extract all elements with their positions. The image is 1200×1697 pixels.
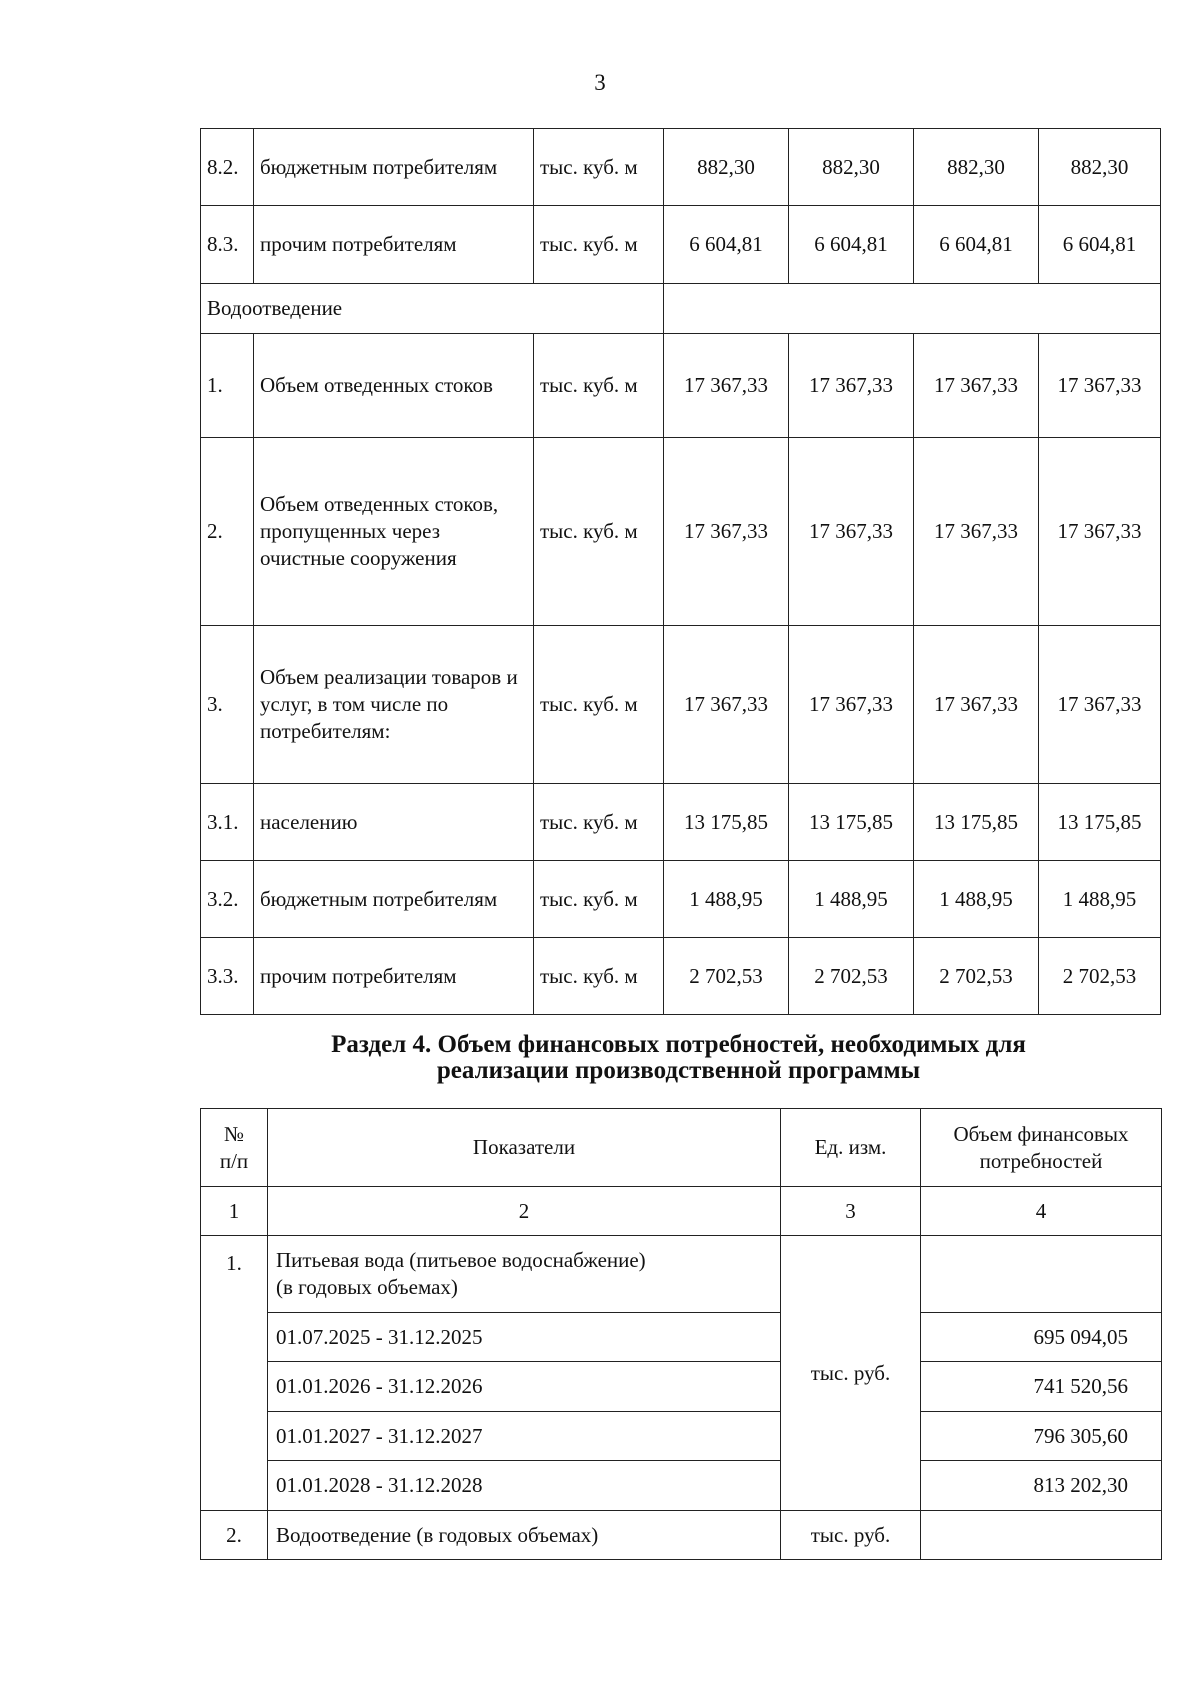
row-name-line2: (в годовых объемах) <box>276 1275 458 1299</box>
row-value: 17 367,33 <box>1039 334 1161 438</box>
row-name-line1: Питьевая вода (питьевое водоснабжение) <box>276 1248 646 1272</box>
row-value: 13 175,85 <box>914 784 1039 861</box>
section-4-title-line2: реализации производственной программы <box>436 1057 921 1084</box>
row-number: 2. <box>201 1511 268 1560</box>
row-value: 17 367,33 <box>789 626 914 784</box>
table-row <box>201 438 1161 626</box>
row-value: 17 367,33 <box>914 334 1039 438</box>
column-number: 4 <box>921 1187 1162 1236</box>
row-value: 17 367,33 <box>914 438 1039 626</box>
row-unit: тыс. куб. м <box>534 206 664 284</box>
row-number: 3.2. <box>201 861 254 938</box>
row-value: 882,30 <box>664 129 789 206</box>
header-number-line2: п/п <box>219 1148 249 1173</box>
period-label: 01.01.2026 - 31.12.2026 <box>268 1362 781 1412</box>
column-number-row <box>201 1187 1162 1236</box>
row-value: 1 488,95 <box>664 861 789 938</box>
row-value <box>921 1511 1162 1560</box>
row-number: 1. <box>201 334 254 438</box>
table-row <box>201 784 1161 861</box>
row-value: 17 367,33 <box>789 438 914 626</box>
row-name: прочим потребителям <box>254 938 534 1015</box>
row-unit: тыс. куб. м <box>534 861 664 938</box>
row-value: 2 702,53 <box>1039 938 1161 1015</box>
period-row <box>201 1313 1162 1362</box>
row-unit: тыс. руб. <box>781 1236 921 1511</box>
row-value: 17 367,33 <box>914 626 1039 784</box>
production-volume-table <box>200 128 1161 1015</box>
row-unit: тыс. куб. м <box>534 438 664 626</box>
row-unit: тыс. куб. м <box>534 784 664 861</box>
header-row <box>201 1109 1162 1187</box>
row-number: 3.3. <box>201 938 254 1015</box>
period-label: 01.01.2027 - 31.12.2027 <box>268 1412 781 1461</box>
period-label: 01.07.2025 - 31.12.2025 <box>268 1313 781 1362</box>
section-row <box>201 284 1161 334</box>
row-number: 3.1. <box>201 784 254 861</box>
section-4-title-line1: Раздел 4. Объем финансовых потребностей, необходимых для <box>331 1031 1026 1058</box>
period-value: 796 305,60 <box>921 1412 1162 1461</box>
row-name: бюджетным потребителям <box>254 861 534 938</box>
header-number-line1: № <box>223 1121 245 1146</box>
table-row <box>201 206 1161 284</box>
row-value: 1 488,95 <box>789 861 914 938</box>
section-4-title <box>0 1032 1200 1084</box>
row-value: 17 367,33 <box>1039 626 1161 784</box>
row-number: 8.3. <box>201 206 254 284</box>
table-row <box>201 626 1161 784</box>
row-value: 882,30 <box>914 129 1039 206</box>
row-value: 13 175,85 <box>789 784 914 861</box>
financial-needs-table <box>200 1108 1162 1560</box>
header-indicator: Показатели <box>268 1109 781 1187</box>
row-value: 17 367,33 <box>664 438 789 626</box>
row-unit: тыс. куб. м <box>534 129 664 206</box>
row-name: прочим потребителям <box>254 206 534 284</box>
period-value: 741 520,56 <box>921 1362 1162 1412</box>
row-unit: тыс. куб. м <box>534 626 664 784</box>
row-value: 17 367,33 <box>1039 438 1161 626</box>
period-row <box>201 1461 1162 1511</box>
table-row <box>201 938 1161 1015</box>
period-value: 813 202,30 <box>921 1461 1162 1511</box>
row-value: 17 367,33 <box>664 334 789 438</box>
table-row <box>201 129 1161 206</box>
page-number: 3 <box>594 70 606 95</box>
header-volume <box>921 1109 1162 1187</box>
table-row <box>201 1236 1162 1313</box>
row-value: 6 604,81 <box>1039 206 1161 284</box>
row-number: 1. <box>201 1236 268 1511</box>
row-name: населению <box>254 784 534 861</box>
period-label: 01.01.2028 - 31.12.2028 <box>268 1461 781 1511</box>
row-number: 8.2. <box>201 129 254 206</box>
header-unit: Ед. изм. <box>781 1109 921 1187</box>
row-name: Объем реализации товаров и услуг, в том числе по потребителям: <box>254 626 534 784</box>
row-value: 2 702,53 <box>664 938 789 1015</box>
row-unit: тыс. руб. <box>781 1511 921 1560</box>
column-number: 3 <box>781 1187 921 1236</box>
section-label-wastewater: Водоотведение <box>201 284 664 334</box>
period-value: 695 094,05 <box>921 1313 1162 1362</box>
row-value: 2 702,53 <box>789 938 914 1015</box>
row-name: бюджетным потребителям <box>254 129 534 206</box>
row-value: 882,30 <box>789 129 914 206</box>
table-row <box>201 1511 1162 1560</box>
row-value: 882,30 <box>1039 129 1161 206</box>
row-value: 17 367,33 <box>789 334 914 438</box>
row-value: 1 488,95 <box>914 861 1039 938</box>
header-volume-line1: Объем финансовых <box>953 1121 1129 1146</box>
table-row <box>201 861 1161 938</box>
header-volume-line2: потребностей <box>979 1148 1103 1173</box>
row-value: 13 175,85 <box>664 784 789 861</box>
row-value: 6 604,81 <box>789 206 914 284</box>
row-name: Объем отведенных стоков, пропущенных через очистные сооружения <box>254 438 534 626</box>
row-name <box>268 1236 781 1313</box>
row-value: 6 604,81 <box>914 206 1039 284</box>
column-number: 1 <box>201 1187 268 1236</box>
row-value: 1 488,95 <box>1039 861 1161 938</box>
row-value: 13 175,85 <box>1039 784 1161 861</box>
row-number: 3. <box>201 626 254 784</box>
table-row <box>201 334 1161 438</box>
row-value: 6 604,81 <box>664 206 789 284</box>
row-value: 17 367,33 <box>664 626 789 784</box>
period-row <box>201 1362 1162 1412</box>
row-number: 2. <box>201 438 254 626</box>
row-name: Водоотведение (в годовых объемах) <box>268 1511 781 1560</box>
section-empty-cell <box>664 284 1161 334</box>
row-unit: тыс. куб. м <box>534 938 664 1015</box>
row-name: Объем отведенных стоков <box>254 334 534 438</box>
row-unit: тыс. куб. м <box>534 334 664 438</box>
column-number: 2 <box>268 1187 781 1236</box>
period-row <box>201 1412 1162 1461</box>
row-value: 2 702,53 <box>914 938 1039 1015</box>
header-number <box>201 1109 268 1187</box>
row-value-empty <box>921 1236 1162 1313</box>
